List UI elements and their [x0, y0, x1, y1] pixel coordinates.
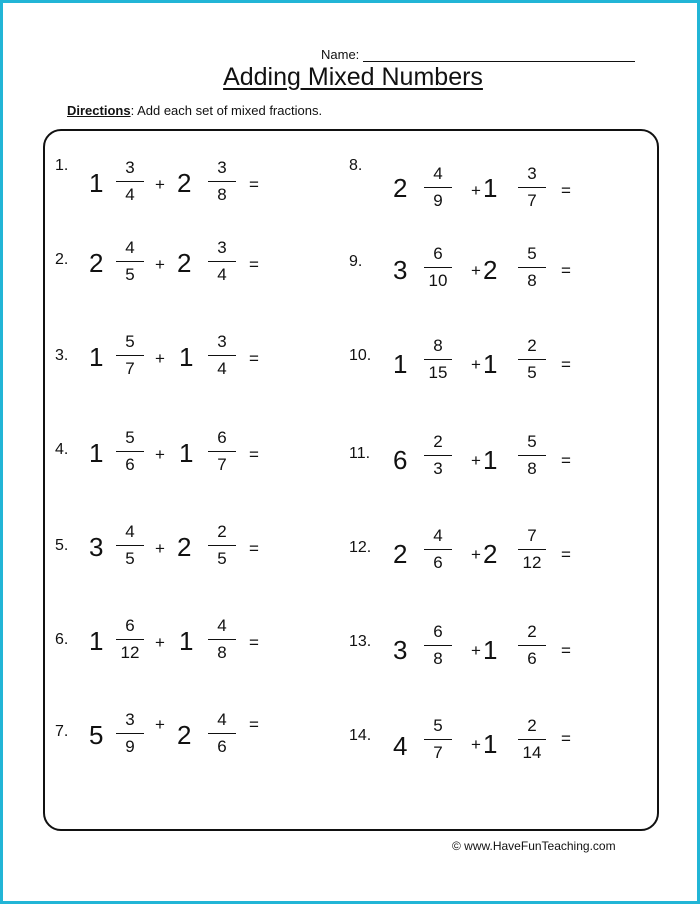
plus-sign: + [155, 255, 165, 274]
problem [349, 157, 629, 221]
problem [349, 715, 629, 779]
problem-number: 6. [55, 631, 69, 648]
denominator-2: 4 [217, 265, 227, 284]
problem [55, 157, 315, 221]
fraction-bar [424, 645, 452, 646]
fraction-bar [518, 187, 546, 188]
directions-label: Directions [67, 103, 131, 118]
problem [349, 621, 629, 685]
denominator-2: 8 [527, 271, 537, 290]
fraction-1 [115, 521, 145, 570]
fraction-bar [208, 261, 236, 262]
fraction-2 [207, 427, 237, 476]
whole-number-2: 2 [483, 539, 498, 569]
equals-sign: = [249, 349, 259, 368]
fraction-bar [116, 545, 144, 546]
plus-sign: + [471, 545, 481, 564]
problem [55, 427, 315, 491]
problem-number: 14. [349, 727, 372, 744]
fraction-bar [116, 261, 144, 262]
denominator-1: 6 [125, 455, 135, 474]
denominator-2: 5 [217, 549, 227, 568]
whole-number-1: 2 [393, 173, 408, 203]
numerator-1: 4 [125, 238, 135, 257]
numerator-2: 5 [527, 244, 537, 263]
plus-sign: + [155, 633, 165, 652]
numerator-1: 5 [433, 716, 443, 735]
numerator-2: 3 [217, 238, 227, 257]
problems-box [43, 129, 659, 831]
denominator-1: 15 [428, 363, 448, 382]
denominator-1: 3 [433, 459, 443, 478]
whole-number-1: 2 [393, 539, 408, 569]
whole-number-1: 1 [393, 349, 408, 379]
equals-sign: = [561, 181, 571, 200]
whole-number-1: 4 [393, 731, 408, 761]
problem [55, 331, 315, 395]
numerator-1: 6 [433, 244, 443, 263]
whole-number-1: 1 [89, 168, 104, 198]
numerator-1: 5 [125, 332, 135, 351]
fraction-2 [517, 431, 547, 480]
fraction-bar [208, 733, 236, 734]
whole-number-1: 3 [393, 255, 408, 285]
fraction-2 [207, 521, 237, 570]
whole-number-1: 1 [89, 626, 104, 656]
problem-number: 11. [349, 445, 371, 462]
whole-number-1: 6 [393, 445, 408, 475]
fraction-2 [207, 709, 237, 758]
fraction-bar [518, 739, 546, 740]
fraction-bar [208, 545, 236, 546]
fraction-bar [518, 359, 546, 360]
fraction-1 [115, 331, 145, 380]
equals-sign: = [561, 261, 571, 280]
numerator-1: 8 [433, 336, 443, 355]
fraction-2 [207, 237, 237, 286]
problem [55, 237, 315, 301]
denominator-2: 5 [527, 363, 537, 382]
fraction-1 [423, 431, 453, 480]
directions-text: : Add each set of mixed fractions. [130, 103, 323, 118]
whole-number-1: 3 [393, 635, 408, 665]
fraction-bar [116, 639, 144, 640]
numerator-1: 5 [125, 428, 135, 447]
plus-sign: + [155, 349, 165, 368]
fraction-bar [116, 181, 144, 182]
fraction-1 [115, 157, 145, 206]
name-row [321, 47, 635, 62]
numerator-2: 2 [527, 716, 537, 735]
numerator-2: 5 [527, 432, 537, 451]
denominator-2: 14 [522, 743, 542, 762]
equals-sign: = [561, 355, 571, 374]
whole-number-2: 1 [483, 445, 498, 475]
denominator-2: 12 [522, 553, 542, 572]
denominator-2: 4 [217, 359, 227, 378]
whole-number-1: 3 [89, 532, 104, 562]
denominator-1: 9 [125, 737, 135, 756]
denominator-2: 8 [217, 185, 227, 204]
numerator-1: 3 [125, 158, 135, 177]
problem [55, 709, 315, 773]
fraction-bar [518, 549, 546, 550]
whole-number-2: 1 [483, 635, 498, 665]
whole-number-2: 1 [179, 438, 194, 468]
problem-number: 5. [55, 537, 69, 554]
fraction-1 [423, 243, 453, 292]
denominator-1: 5 [125, 265, 135, 284]
numerator-1: 6 [125, 616, 135, 635]
denominator-2: 8 [217, 643, 227, 662]
equals-sign: = [561, 729, 571, 748]
numerator-2: 7 [527, 526, 537, 545]
whole-number-2: 2 [177, 532, 192, 562]
fraction-bar [424, 187, 452, 188]
problem-number: 3. [55, 347, 69, 364]
denominator-1: 7 [125, 359, 135, 378]
problem-number: 1. [55, 157, 69, 174]
equals-sign: = [249, 715, 259, 734]
name-label: Name: [321, 47, 360, 62]
numerator-2: 3 [217, 158, 227, 177]
fraction-2 [517, 525, 547, 574]
equals-sign: = [561, 451, 571, 470]
fraction-2 [517, 715, 547, 764]
problem-number: 9. [349, 253, 363, 270]
fraction-bar [424, 739, 452, 740]
numerator-1: 2 [433, 432, 443, 451]
fraction-1 [115, 237, 145, 286]
numerator-2: 4 [217, 616, 227, 635]
denominator-2: 7 [527, 191, 537, 210]
denominator-1: 8 [433, 649, 443, 668]
fraction-2 [207, 331, 237, 380]
numerator-2: 2 [527, 336, 537, 355]
equals-sign: = [249, 445, 259, 464]
fraction-2 [517, 335, 547, 384]
fraction-bar [424, 549, 452, 550]
whole-number-2: 1 [179, 626, 194, 656]
name-line [363, 47, 635, 62]
plus-sign: + [155, 715, 165, 734]
whole-number-2: 2 [483, 255, 498, 285]
fraction-2 [207, 615, 237, 664]
problem-number: 7. [55, 723, 69, 740]
numerator-2: 4 [217, 710, 227, 729]
fraction-1 [423, 163, 453, 212]
numerator-1: 4 [433, 526, 443, 545]
fraction-bar [208, 451, 236, 452]
equals-sign: = [561, 641, 571, 660]
denominator-1: 6 [433, 553, 443, 572]
denominator-2: 6 [217, 737, 227, 756]
fraction-bar [424, 267, 452, 268]
plus-sign: + [155, 539, 165, 558]
whole-number-2: 2 [177, 248, 192, 278]
problem [349, 335, 629, 399]
denominator-1: 5 [125, 549, 135, 568]
numerator-1: 3 [125, 710, 135, 729]
denominator-1: 10 [428, 271, 448, 290]
whole-number-1: 1 [89, 438, 104, 468]
problem-number: 4. [55, 441, 69, 458]
fraction-1 [115, 709, 145, 758]
directions [67, 103, 322, 118]
problem [55, 615, 315, 679]
denominator-2: 8 [527, 459, 537, 478]
whole-number-1: 2 [89, 248, 104, 278]
equals-sign: = [561, 545, 571, 564]
fraction-bar [518, 455, 546, 456]
numerator-2: 3 [527, 164, 537, 183]
fraction-1 [115, 427, 145, 476]
problem [55, 521, 315, 585]
page-title: Adding Mixed Numbers [223, 63, 483, 91]
whole-number-2: 1 [483, 173, 498, 203]
plus-sign: + [471, 181, 481, 200]
fraction-2 [517, 163, 547, 212]
plus-sign: + [471, 735, 481, 754]
plus-sign: + [155, 175, 165, 194]
whole-number-1: 1 [89, 342, 104, 372]
problem-number: 13. [349, 633, 372, 650]
numerator-1: 4 [433, 164, 443, 183]
problem-number: 8. [349, 157, 363, 174]
fraction-2 [517, 243, 547, 292]
denominator-2: 7 [217, 455, 227, 474]
denominator-1: 7 [433, 743, 443, 762]
fraction-bar [518, 645, 546, 646]
numerator-1: 4 [125, 522, 135, 541]
plus-sign: + [155, 445, 165, 464]
fraction-bar [208, 355, 236, 356]
problem [349, 525, 629, 589]
numerator-1: 6 [433, 622, 443, 641]
whole-number-2: 2 [177, 720, 192, 750]
whole-number-2: 1 [483, 729, 498, 759]
copyright-footer: © www.HaveFunTeaching.com [452, 839, 616, 853]
fraction-bar [424, 455, 452, 456]
equals-sign: = [249, 539, 259, 558]
fraction-bar [116, 451, 144, 452]
denominator-1: 12 [120, 643, 140, 662]
whole-number-1: 5 [89, 720, 104, 750]
problem-number: 10. [349, 347, 372, 364]
denominator-2: 6 [527, 649, 537, 668]
plus-sign: + [471, 451, 481, 470]
whole-number-2: 1 [483, 349, 498, 379]
fraction-bar [518, 267, 546, 268]
whole-number-2: 2 [177, 168, 192, 198]
fraction-1 [423, 335, 453, 384]
numerator-2: 6 [217, 428, 227, 447]
problem [349, 239, 629, 303]
numerator-2: 3 [217, 332, 227, 351]
plus-sign: + [471, 641, 481, 660]
problem-number: 2. [55, 251, 69, 268]
equals-sign: = [249, 633, 259, 652]
problem [349, 431, 629, 495]
plus-sign: + [471, 261, 481, 280]
whole-number-2: 1 [179, 342, 194, 372]
fraction-bar [208, 639, 236, 640]
fraction-1 [423, 715, 453, 764]
fraction-1 [423, 525, 453, 574]
fraction-1 [423, 621, 453, 670]
equals-sign: = [249, 255, 259, 274]
fraction-bar [424, 359, 452, 360]
fraction-2 [517, 621, 547, 670]
problem-number: 12. [349, 539, 372, 556]
plus-sign: + [471, 355, 481, 374]
numerator-2: 2 [217, 522, 227, 541]
equals-sign: = [249, 175, 259, 194]
fraction-bar [116, 355, 144, 356]
denominator-1: 4 [125, 185, 135, 204]
fraction-bar [208, 181, 236, 182]
fraction-1 [115, 615, 145, 664]
fraction-bar [116, 733, 144, 734]
numerator-2: 2 [527, 622, 537, 641]
denominator-1: 9 [433, 191, 443, 210]
fraction-2 [207, 157, 237, 206]
